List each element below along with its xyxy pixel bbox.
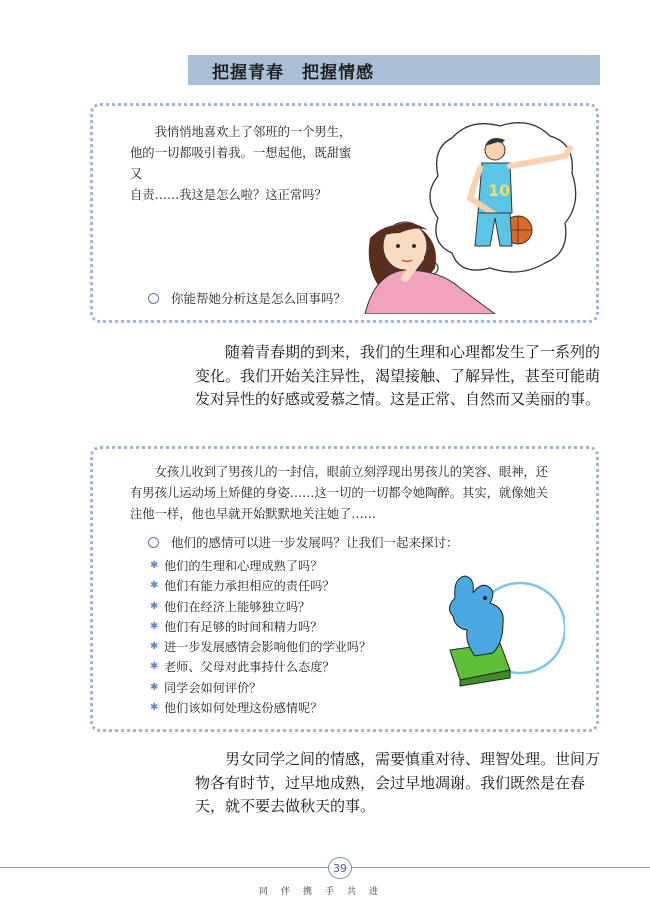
page-number: 39 <box>328 857 352 879</box>
star-bullet-icon: ✱ <box>150 600 159 612</box>
circle-bullet-icon <box>148 537 159 548</box>
list-item: ✱ 进一步发展感情会影响他们的学业吗？ <box>150 637 371 657</box>
body-paragraph-1: 随着青春期的到来，我们的生理和心理都发生了一系列的变化。我们开始关注异性，渴望接触、了解异性，甚至可能萌发对异性的好感或爱慕之情。这是正常、自然而又美丽的事。 <box>195 343 601 408</box>
discussion-list <box>150 556 371 718</box>
jersey-number: 10 <box>488 181 511 200</box>
body-paragraph-2: 男女同学之间的情感，需要慎重对待、理智处理。世间万物各有时节，过早地成熟，会过早地凋谢。我们既然是在春天，就不要去做秋天的事。 <box>195 750 601 815</box>
star-bullet-icon: ✱ <box>150 681 159 693</box>
question-2-text: 他们的感情可以进一步发展吗？让我们一起来探讨： <box>171 535 459 550</box>
question-1 <box>148 289 346 307</box>
list-item: ✱ 他们有能力承担相应的责任吗？ <box>150 576 371 596</box>
star-bullet-icon: ✱ <box>150 620 159 632</box>
figure-on-block-illustration <box>415 568 565 688</box>
story-1-line: 他的一切都吸引着我。一想起他，既甜蜜又 <box>130 146 352 181</box>
star-bullet-icon: ✱ <box>150 641 159 653</box>
story-1-line: 我悄悄地喜欢上了邻班的一个男生， <box>130 125 352 139</box>
list-item: ✱ 同学会如何评价？ <box>150 678 371 698</box>
story-2-text <box>130 462 580 525</box>
star-bullet-icon: ✱ <box>150 702 159 714</box>
star-bullet-icon: ✱ <box>150 560 159 571</box>
story-1-text <box>130 122 355 206</box>
list-item: ✱ 他们的生理和心理成熟了吗？ <box>150 556 371 576</box>
page-title: 把握青春 把握情感 <box>212 62 374 83</box>
question-2 <box>148 533 459 551</box>
question-1-text: 你能帮她分析这是怎么回事吗？ <box>171 291 347 306</box>
footer-series-title: 同伴携手共进 <box>258 887 391 897</box>
girl-dreaming-illustration <box>360 118 580 314</box>
story-1-line: 自责……我这是怎么啦？这正常吗？ <box>130 188 327 202</box>
star-bullet-icon: ✱ <box>150 580 159 592</box>
story-2-line: 女孩儿收到了男孩儿的一封信，眼前立刻浮现出男孩儿的笑容、眼神，还 <box>130 465 549 479</box>
list-item: ✱ 他们有足够的时间和精力吗？ <box>150 617 371 637</box>
footer-divider <box>0 867 650 868</box>
list-item: ✱ 老师、父母对此事持什么态度？ <box>150 657 371 677</box>
circle-bullet-icon <box>148 293 159 304</box>
star-bullet-icon: ✱ <box>150 661 159 673</box>
story-2-line: 有男孩儿运动场上矫健的身姿……这一切的一切都令她陶醉。其实，就像她关 <box>130 486 549 500</box>
story-2-line: 注他一样，他也早就开始默默地关注她了…… <box>130 507 376 521</box>
list-item: ✱ 他们该如何处理这份感情呢？ <box>150 698 371 718</box>
list-item: ✱ 他们在经济上能够独立吗？ <box>150 597 371 617</box>
title-banner <box>188 55 600 85</box>
